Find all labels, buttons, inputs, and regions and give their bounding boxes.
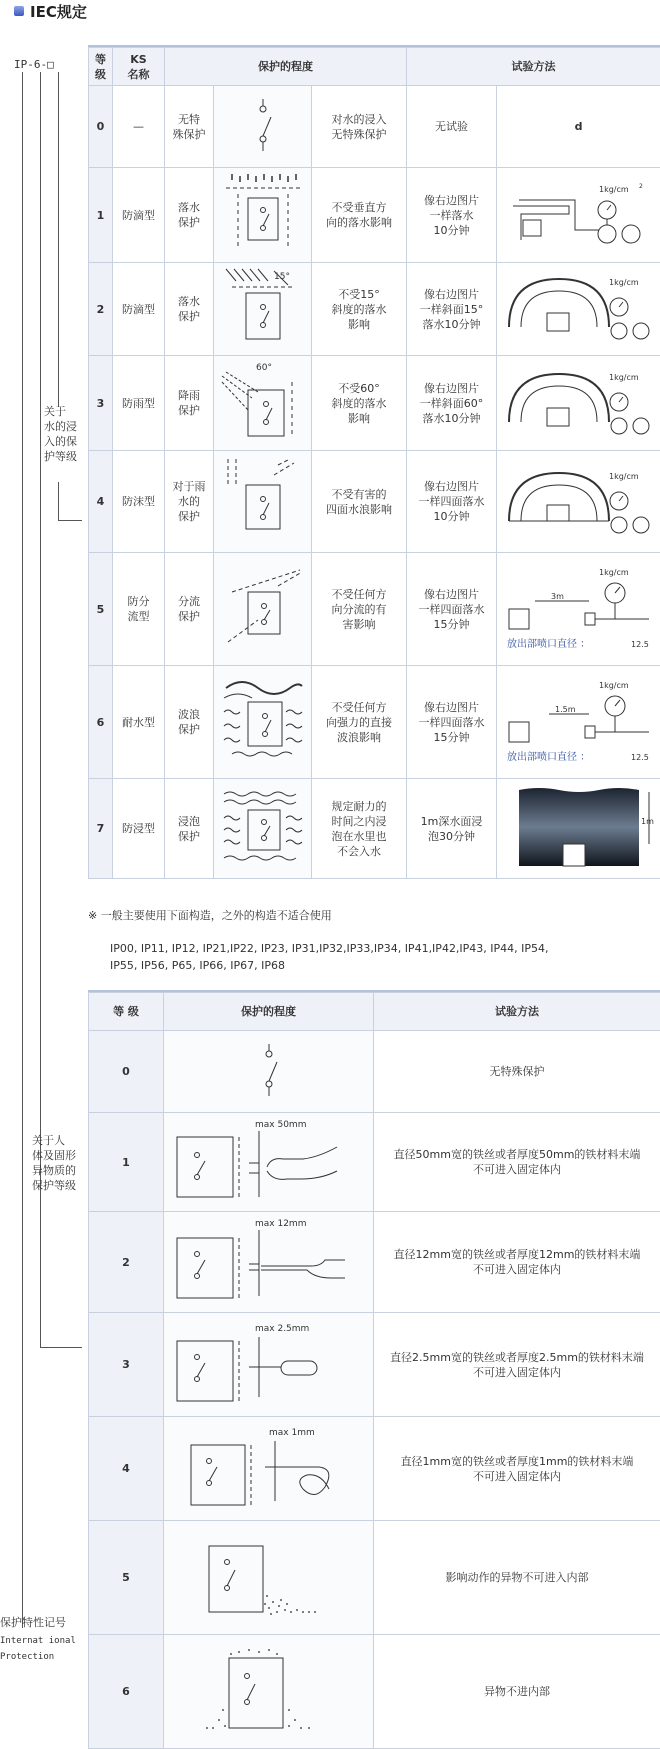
row-desc: 不受任何方 向分流的有 害影响 (312, 553, 407, 666)
row-level: 6 (89, 1635, 164, 1749)
angle-label: 60° (256, 363, 272, 373)
ip-code-label: IP-6-□ (14, 58, 54, 71)
row-ks: — (113, 86, 165, 168)
table-row (89, 1212, 660, 1313)
splash-icon (214, 451, 312, 553)
max-label: max 2.5mm (255, 1324, 309, 1334)
row-ks: 防滴型 (113, 168, 165, 263)
row-method: 直径12mm宽的铁丝或者厚度12mm的铁材料末端 不可进入固定体内 (374, 1212, 660, 1313)
nozzle-label: 放出部喷口直径 ： (507, 637, 590, 650)
wire-probe-icon (164, 1417, 374, 1521)
switch-icon (214, 86, 312, 168)
max-label: max 50mm (255, 1120, 306, 1130)
row-method: 像右边图片 一样斜面60° 落水10分钟 (407, 356, 497, 451)
row-ks: 防雨型 (113, 356, 165, 451)
row-desc: 对水的浸入 无特殊保护 (312, 86, 407, 168)
solid-protection-label: 关于人 体及固形 异物质的 保护等级 (32, 1133, 76, 1193)
row-method: 影响动作的异物不可进入内部 (374, 1521, 660, 1635)
pressure-label: 1kg/cm (599, 681, 629, 690)
row-short: 无特 殊保护 (165, 86, 214, 168)
row-method: 直径50mm宽的铁丝或者厚度50mm的铁材料末端 不可进入固定体内 (374, 1113, 660, 1212)
vertical-drip-icon (214, 168, 312, 263)
pressure-label: 1kg/cm (609, 373, 639, 382)
table-row (89, 451, 660, 553)
header-level: 等 级 (89, 993, 164, 1031)
diameter-label: 12.5 (631, 640, 649, 649)
jet-test-diagram (497, 666, 660, 779)
pressure-sup: 2 (639, 183, 643, 190)
row-short: 落水 保护 (165, 168, 214, 263)
row-level: 1 (89, 1113, 164, 1212)
bracket-line (22, 72, 23, 1628)
header-degree: 保护的程度 (164, 993, 374, 1031)
row-level: 4 (89, 1417, 164, 1521)
row-short: 浸泡 保护 (165, 779, 214, 879)
table-row (89, 86, 660, 168)
row-level: 7 (89, 779, 113, 879)
row-desc: 规定耐力的 时间之内浸 泡在水里也 不会入水 (312, 779, 407, 879)
row-short: 分流 保护 (165, 553, 214, 666)
row-level: 5 (89, 1521, 164, 1635)
solid-protection-table (88, 992, 660, 1749)
immersion-icon (214, 779, 312, 879)
jet-icon (214, 553, 312, 666)
header-ks: KS 名称 (113, 48, 165, 86)
row-short: 对于雨 水的 保护 (165, 451, 214, 553)
row-method: 异物不进内部 (374, 1635, 660, 1749)
water-protection-label: 关于 水的浸 入的保 护等级 (44, 404, 77, 464)
pressure-label: 1kg/cm (599, 185, 629, 194)
row-method: 像右边图片 一样四面落水 15分钟 (407, 666, 497, 779)
table-row (89, 1031, 660, 1113)
jet-test-diagram (497, 553, 660, 666)
row-ks: 防分 流型 (113, 553, 165, 666)
row-method: 无试验 (407, 86, 497, 168)
tool-probe-icon (164, 1313, 374, 1417)
row-level: 5 (89, 553, 113, 666)
row-level: 3 (89, 356, 113, 451)
row-method: 直径1mm宽的铁丝或者厚度1mm的铁材料末端 不可进入固定体内 (374, 1417, 660, 1521)
wave-icon (214, 666, 312, 779)
row-ks: 防浸型 (113, 779, 165, 879)
row-test-image: d (497, 86, 660, 168)
header-method: 试验方法 (407, 48, 660, 86)
bracket-line (40, 1347, 82, 1348)
bullet-square-icon (14, 6, 24, 16)
usage-note: ※ 一般主要使用下面构造，之外的构造不适合使用 (88, 907, 332, 923)
finger-probe-icon (164, 1212, 374, 1313)
row-ks: 防沫型 (113, 451, 165, 553)
row-method: 像右边图片 一样落水 10分钟 (407, 168, 497, 263)
max-label: max 12mm (255, 1219, 306, 1229)
table-row (89, 168, 660, 263)
diameter-label: 12.5 (631, 753, 649, 762)
spray-icon (214, 356, 312, 451)
header-method: 试验方法 (374, 993, 660, 1031)
distance-label: 1.5m (555, 705, 576, 714)
bracket-line (58, 72, 59, 407)
bracket-line (58, 482, 59, 520)
switch-icon (164, 1031, 374, 1113)
dust-protected-icon (164, 1521, 374, 1635)
pressure-label: 1kg/cm (599, 568, 629, 577)
arc-test-diagram (497, 263, 660, 356)
row-method: 1m深水面浸 泡30分钟 (407, 779, 497, 879)
nozzle-label: 放出部喷口直径 ： (507, 750, 590, 763)
protection-mark-label: 保护特性记号 (0, 1615, 66, 1630)
ip-code-list: IP00, IP11, IP12, IP21,IP22, IP23, IP31,IP32,IP33,IP34, IP41,IP42,IP43, IP44, IP54, IP55, IP56, P65, IP66, IP67, IP68 (110, 940, 580, 974)
row-desc: 不受有害的 四面水浪影响 (312, 451, 407, 553)
row-desc: 不受60° 斜度的落水 影响 (312, 356, 407, 451)
arc-test-diagram (497, 356, 660, 451)
dust-tight-icon (164, 1635, 374, 1749)
bracket-line (58, 520, 82, 521)
water-protection-table (88, 47, 660, 879)
section-header (14, 0, 87, 22)
row-method: 像右边图片 一样斜面15° 落水10分钟 (407, 263, 497, 356)
table-row (89, 1313, 660, 1417)
header-level: 等 级 (89, 48, 113, 86)
row-desc: 不受15° 斜度的落水 影响 (312, 263, 407, 356)
table-row (89, 356, 660, 451)
table-row (89, 1635, 660, 1749)
section-title: IEC规定 (30, 1, 87, 22)
ip-english-line1: Internat ional (0, 1634, 76, 1649)
table-row (89, 779, 660, 879)
table-row (89, 1417, 660, 1521)
table-row (89, 1113, 660, 1212)
hand-probe-icon (164, 1113, 374, 1212)
table-row (89, 666, 660, 779)
immersion-test-diagram (497, 779, 660, 879)
pressure-label: 1kg/cm (609, 472, 639, 481)
row-method: 直径2.5mm宽的铁丝或者厚度2.5mm的铁材料末端 不可进入固定体内 (374, 1313, 660, 1417)
table-row (89, 553, 660, 666)
angle-label: 15° (274, 272, 290, 282)
header-degree: 保护的程度 (165, 48, 407, 86)
row-desc: 不受任何方 向强力的直接 波浪影响 (312, 666, 407, 779)
row-level: 2 (89, 1212, 164, 1313)
inclined-drip-icon (214, 263, 312, 356)
row-method: 像右边图片 一样四面落水 10分钟 (407, 451, 497, 553)
row-short: 落水 保护 (165, 263, 214, 356)
row-level: 1 (89, 168, 113, 263)
row-level: 4 (89, 451, 113, 553)
row-level: 2 (89, 263, 113, 356)
table-row (89, 263, 660, 356)
row-short: 波浪 保护 (165, 666, 214, 779)
row-level: 6 (89, 666, 113, 779)
row-method: 无特殊保护 (374, 1031, 660, 1113)
pressure-label: 1kg/cm (609, 278, 639, 287)
row-short: 降雨 保护 (165, 356, 214, 451)
row-level: 0 (89, 1031, 164, 1113)
row-level: 3 (89, 1313, 164, 1417)
row-level: 0 (89, 86, 113, 168)
table-row (89, 1521, 660, 1635)
row-method: 像右边图片 一样四面落水 15分钟 (407, 553, 497, 666)
drip-test-diagram (497, 168, 660, 263)
ip-english-line2: Protection (0, 1650, 54, 1665)
distance-label: 3m (551, 592, 564, 601)
max-label: max 1mm (269, 1428, 315, 1438)
circle-test-diagram (497, 451, 660, 553)
row-ks: 防滴型 (113, 263, 165, 356)
depth-label: 1m (641, 817, 654, 826)
row-desc: 不受垂直方 向的落水影响 (312, 168, 407, 263)
row-ks: 耐水型 (113, 666, 165, 779)
